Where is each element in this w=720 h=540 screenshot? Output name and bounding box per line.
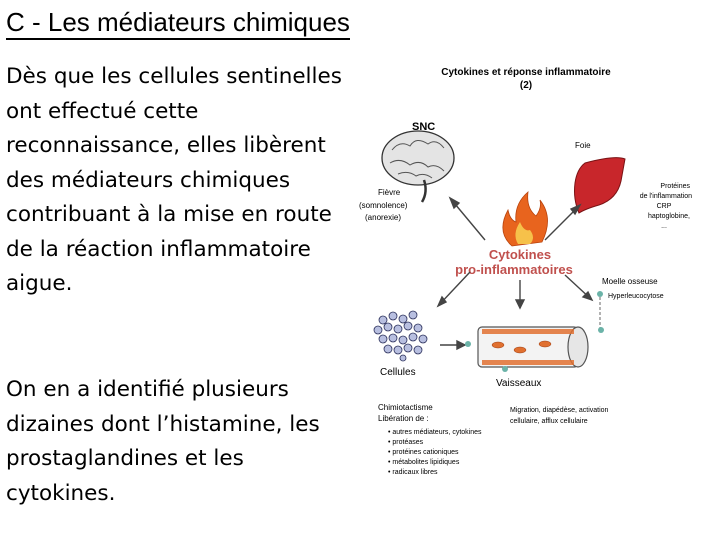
figure-title: Cytokines et réponse inflammatoire — [441, 67, 611, 78]
cells-label: Cellules — [380, 367, 416, 378]
fever-anorexie: (anorexie) — [365, 213, 402, 222]
cells-cluster-icon — [374, 311, 427, 361]
proteins-more: ... — [661, 223, 667, 230]
slide-title: C - Les médiateurs chimiques — [6, 6, 350, 40]
proteins-label-2: de l'inflammation — [639, 193, 692, 200]
proteins-crp: CRP — [656, 203, 672, 210]
hyperleucocytose-label: Hyperleucocytose — [608, 293, 664, 300]
vessel-icon — [478, 327, 588, 367]
release-label: Libération de : — [378, 414, 429, 423]
proteins-label: Protéines — [660, 183, 690, 190]
bone-marrow-label: Moelle osseuse — [602, 277, 658, 286]
release-item: • métabolites lipidiques — [388, 459, 460, 466]
fever-somnolence: (somnolence) — [359, 201, 408, 210]
fever-label: Fièvre — [378, 188, 401, 197]
snc-label: SNC — [412, 121, 436, 133]
chemotaxis-label: Chimiotactisme — [378, 403, 433, 412]
liver-label: Foie — [575, 141, 591, 150]
paragraph-mediators: On en a identifié plusieurs dizaines dont l’histamine, les prostaglandines et les cytokines. — [6, 377, 320, 506]
release-item: • autres médiateurs, cytokines — [388, 429, 482, 436]
cytokines-pro-inflammatoires: pro-inflammatoires — [455, 262, 573, 277]
cytokines-diagram — [355, 58, 717, 498]
proteins-haptoglobine: haptoglobine, — [647, 213, 690, 220]
migration-label: Migration, diapédèse, activation — [510, 407, 609, 414]
migration-label-2: cellulaire, afflux cellulaire — [510, 418, 588, 425]
release-item: • protéines cationiques — [388, 449, 459, 456]
release-item: • radicaux libres — [388, 469, 438, 476]
cytokines-label: Cytokines — [488, 247, 552, 262]
cytokines-figure — [355, 58, 717, 498]
release-item: • protéases — [388, 439, 424, 446]
liver-icon — [575, 158, 626, 213]
figure-title-number: (2) — [519, 80, 533, 91]
marrow-cell — [597, 291, 603, 297]
flame-icon — [503, 192, 548, 246]
vessels-label: Vaisseaux — [496, 378, 542, 389]
paragraph-recognition: Dès que les cellules sentinelles ont effectué cette reconnaissance, elles libèrent des médiateurs chimiques contribuant à la mise en route de la réaction inflammatoire aigue. — [6, 64, 342, 296]
